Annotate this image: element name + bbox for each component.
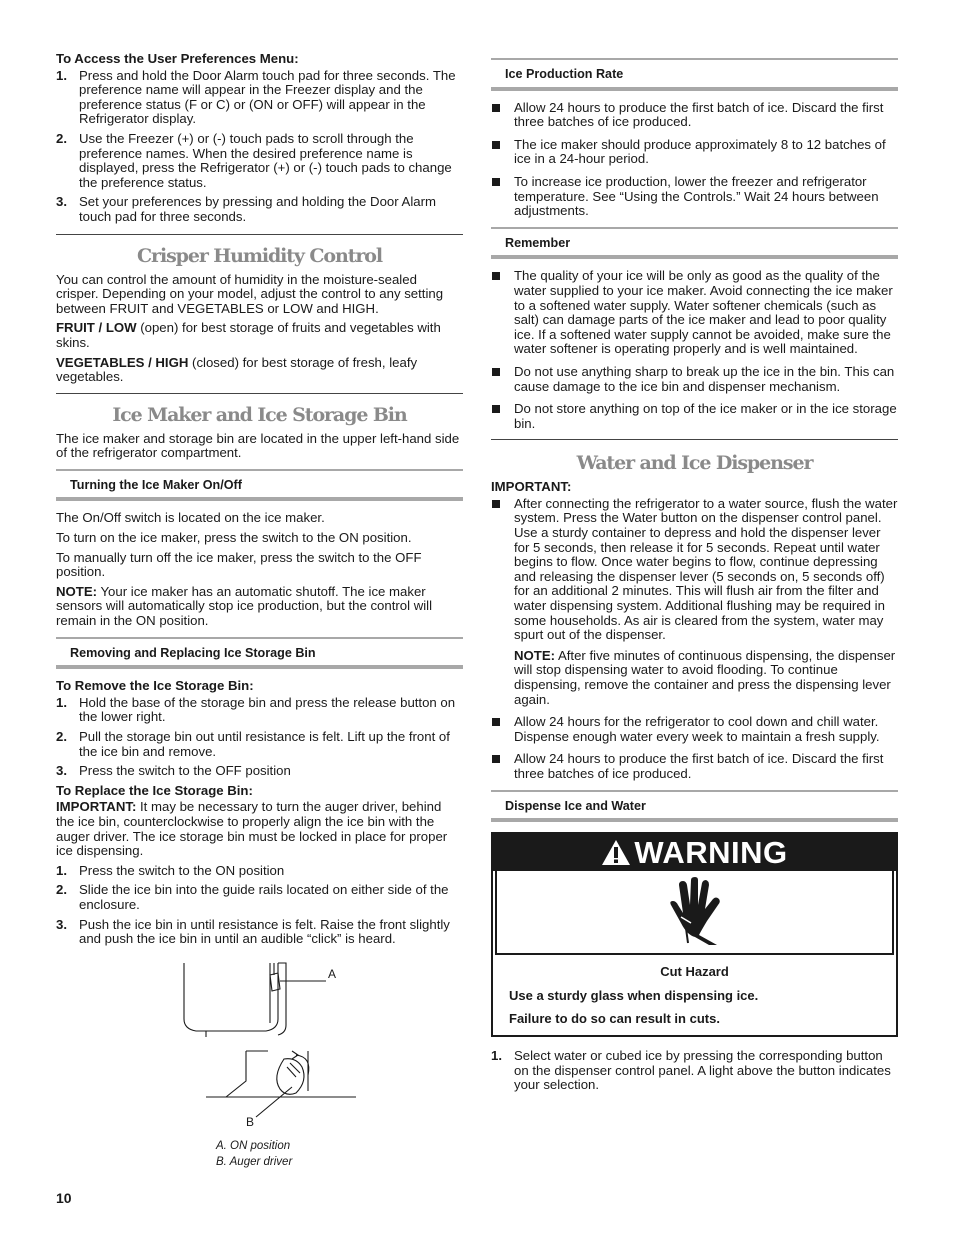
ice-bin-figure <box>56 959 463 1191</box>
list-item: To increase ice production, lower the freezer and refrigerator temperature. See “Using the Controls.” Wait 24 hours between adjustments. <box>491 175 898 219</box>
list-item: 1. Press and hold the Door Alarm touch pad for three seconds. The preference name will appear in the Freezer display and the preference status (F or C) or (ON or OFF) will appear in the Refrigerator display. <box>56 67 456 127</box>
warning-header <box>493 834 896 871</box>
remove-heading: To Remove the Ice Storage Bin: <box>56 678 254 694</box>
replace-important: IMPORTANT: It may be necessary to turn the auger driver, behind the ice bin, counterclockwise to properly align the ice bin with the auger driver. The ice storage bin must be locked in place for proper ice dispensing. <box>56 799 448 859</box>
warning-line1: Use a sturdy glass when dispensing ice. <box>509 987 759 1003</box>
crisper-intro: You can control the amount of humidity in the moisture-sealed crisper. Depending on your model, adjust the control to any setting between FRUIT and VEGETABLES or LOW and HIGH. <box>56 271 444 316</box>
crisper-veg: VEGETABLES / HIGH (closed) for best storage of fresh, leafy vegetables. <box>56 354 418 385</box>
subsection-ice-production-rate: Ice Production Rate <box>491 58 898 91</box>
list-item: Do not store anything on top of the ice maker or in the ice storage bin. <box>491 402 898 431</box>
figure-label-b: B <box>246 1114 255 1129</box>
list-item: After connecting the refrigerator to a water source, flush the water system. Press the Water button on the dispenser control panel. Use a sturdy container to depress and hold the dispenser lever for 5 seconds, then release it for 5 seconds. Repeat until water begins to flow. Once water begins to flow, continue depressing and releasing the dispenser lever (5 seconds on, 5 seconds off) for an additional 2 minutes. This will flush air from the filter and water dispensing system. Additional flushing may be required in some households. As air is cleared from the system, water may spurt out of the dispenser. NOTE: After five minutes of continuous dispensing, the dispenser will stop dispensing water to avoid flooding. To continue dispensing, remove the container and press the dispensing lever again. <box>491 497 898 707</box>
figure-caption-a: A. ON position <box>216 1139 291 1152</box>
list-item: Do not use anything sharp to break up the ice in the bin. This can cause damage to the ice bin and dispenser mechanism. <box>491 365 898 394</box>
warning-word: WARNING <box>634 835 788 871</box>
list-item: The ice maker should produce approximately 8 to 12 batches of ice in a 24-hour period. <box>491 138 898 167</box>
access-heading: To Access the User Preferences Menu: <box>56 51 299 66</box>
warning-hazard: Cut Hazard <box>660 964 729 980</box>
list-item: 1. Select water or cubed ice by pressing the corresponding button on the dispenser control panel. A light above the button indicates your selection. <box>491 1047 891 1093</box>
icemaker-p3: To manually turn off the ice maker, press the switch to the OFF position. <box>56 549 422 580</box>
figure-label-a: A <box>328 966 337 981</box>
list-item: Allow 24 hours to produce the first batch of ice. Discard the first three batches of ice produced. <box>491 752 898 781</box>
icemaker-p2: To turn on the ice maker, press the switch to the ON position. <box>56 530 412 546</box>
figure-caption-b: B. Auger driver <box>216 1155 293 1168</box>
warning-box <box>491 832 898 1037</box>
list-item: 3. Set your preferences by pressing and holding the Door Alarm touch pad for three seconds. <box>56 194 436 224</box>
list-item: Allow 24 hours to produce the first batch of ice. Discard the first three batches of ice produced. <box>491 101 898 130</box>
list-item: Allow 24 hours for the refrigerator to cool down and chill water. Dispense enough water every week to maintain a fresh supply. <box>491 715 898 744</box>
subsection-dispense-ice-water: Dispense Ice and Water <box>491 790 898 823</box>
list-item: 3. Press the switch to the OFF position <box>56 763 291 779</box>
hand-cut-icon <box>661 877 731 947</box>
icemaker-title: Ice Maker and Ice Storage Bin <box>112 403 407 426</box>
subsection-remember: Remember <box>491 227 898 260</box>
dispenser-title: Water and Ice Dispenser <box>576 452 813 475</box>
list-item: 1. Hold the base of the storage bin and press the release button on the lower right. <box>56 694 456 725</box>
warning-pictogram <box>495 871 894 955</box>
list-item: The quality of your ice will be only as good as the quality of the water supplied to your ice maker. Avoid connecting the ice maker to a softened water supply. Water softener chemicals (such as salt) can damage parts of the ice maker and lead to poor quality ice. If a softened water supply cannot be avoided, make sure the water softener is operating properly and is well maintained. <box>491 269 898 357</box>
dispenser-important: IMPORTANT: <box>491 479 572 495</box>
warning-triangle-icon <box>601 839 631 866</box>
subsection-turning-on-off: Turning the Ice Maker On/Off <box>56 469 463 502</box>
list-item: 3. Push the ice bin in until resistance is felt. Raise the front slightly and push the ice bin in until an audible “click” is heard. <box>56 916 450 947</box>
dispenser-note: NOTE: After five minutes of continuous dispensing, the dispenser will stop dispensing water to avoid flooding. To continue dispensing, remove the container and press the dispensing lever again. <box>514 647 896 707</box>
right-column <box>491 58 898 1098</box>
left-column <box>56 52 463 1191</box>
list-item: 2. Use the Freezer (+) or (-) touch pads to scroll through the preference names. When the desired preference name is displayed, press the Refrigerator (+) or (-) touch pads to change the preference status. <box>56 130 452 190</box>
remove-steps <box>56 696 463 779</box>
divider <box>491 439 898 440</box>
access-steps <box>56 69 463 225</box>
dispenser-list <box>491 497 898 782</box>
subsection-removing-replacing: Removing and Replacing Ice Storage Bin <box>56 637 463 670</box>
replace-heading: To Replace the Ice Storage Bin: <box>56 782 253 798</box>
crisper-title: Crisper Humidity Control <box>137 244 382 267</box>
icemaker-intro: The ice maker and storage bin are located in the upper left-hand side of the refrigerator compartment. <box>56 430 460 461</box>
divider <box>56 234 463 235</box>
list-item: 2. Pull the storage bin out until resistance is felt. Lift up the front of the ice bin and remove. <box>56 729 450 759</box>
dispense-steps <box>491 1049 898 1093</box>
list-item: 2. Slide the ice bin into the guide rails located on either side of the enclosure. <box>56 882 449 912</box>
list-item: 1. Press the switch to the ON position <box>56 862 285 878</box>
icemaker-note: NOTE: Your ice maker has an automatic shutoff. The ice maker sensors will automatically stop ice production, but the control will remain in the ON position. <box>56 583 433 629</box>
warning-line2: Failure to do so can result in cuts. <box>509 1011 720 1027</box>
ice-rate-list <box>491 101 898 219</box>
crisper-fruit: FRUIT / LOW (open) for best storage of fruits and vegetables with skins. <box>56 320 441 350</box>
icemaker-p1: The On/Off switch is located on the ice maker. <box>56 510 325 526</box>
replace-steps <box>56 864 463 947</box>
warning-body <box>493 955 896 1035</box>
remember-list <box>491 269 898 431</box>
divider <box>56 393 463 394</box>
page-number: 10 <box>56 1190 72 1206</box>
